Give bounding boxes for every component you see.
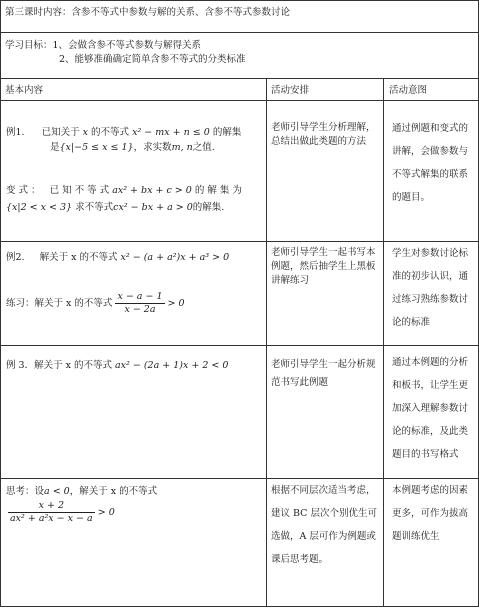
- think-text: ，解关于 x 的不等式: [69, 486, 158, 497]
- practice-denominator: x − 2a: [124, 304, 156, 315]
- example-1-text-2: 的不等式: [91, 127, 130, 138]
- think-rhs: > 0: [97, 507, 115, 518]
- row-3-intent: 通过本例题的分析和板书，让学生更加深入理解参数讨论的标准，及此类题目的书写格式: [392, 357, 469, 460]
- row-1-activity: 老师引导学生分析理解，总结出做此类题的方法: [271, 122, 376, 147]
- variant-solution-set: {x|2 < x < 3}: [6, 202, 73, 213]
- example-3-label: 例 3．解关于 x 的不等式: [6, 360, 112, 371]
- variant-text: 已 知 不 等 式: [49, 185, 110, 196]
- learning-goal-2: 2、能够准确确定简单含参不等式的分类标准: [59, 54, 246, 65]
- example-3-inequality: ax² − (2a + 1)x + 2 < 0: [115, 360, 229, 371]
- row-4-activity: 根据不同层次适当考虑，建议 BC 层次个别优生可选做，A 层可作为例题或课后思考题。: [271, 485, 377, 565]
- example-1-text-6: 之值.: [192, 142, 215, 153]
- row-3-content: [6, 359, 228, 372]
- variant-inequality: ax² + bx + c > 0: [112, 185, 192, 196]
- learning-goal-1: 学习目标：1、会做含参不等式参数与解得关系: [5, 40, 202, 51]
- example-1-solution-set: {x|−5 ≤ x ≤ 1}: [59, 142, 134, 153]
- row-2-intent: 学生对参数讨论标准的初步认识，通过练习熟练参数讨论的标准: [392, 248, 469, 328]
- practice-rhs: > 0: [167, 298, 185, 309]
- think-fraction: [8, 500, 95, 525]
- think-denominator: ax² + a²x − x − a: [10, 513, 93, 524]
- example-1-text-4: 是: [50, 142, 60, 153]
- column-header-intent: 活动意图: [389, 85, 428, 96]
- example-2-label: 例2.: [6, 252, 25, 263]
- practice-label: 练习：解关于 x 的不等式: [6, 298, 113, 309]
- example-1-inequality: x² − mx + n ≤ 0: [132, 127, 210, 138]
- example-2-inequality: x² − (a + a²)x + a³ > 0: [120, 252, 230, 263]
- column-header-activity: 活动安排: [271, 85, 310, 96]
- practice-numerator: x − a − 1: [117, 291, 163, 302]
- example-1-text-5: ，求实数: [133, 142, 172, 153]
- example-1-var: x: [82, 127, 89, 138]
- example-2-text: 解关于 x 的不等式: [39, 252, 118, 263]
- row-3-activity: 老师引导学生一起分析规范书写此例题: [271, 359, 376, 388]
- column-header-content: 基本内容: [5, 85, 44, 96]
- think-numerator: x + 2: [8, 500, 95, 513]
- variant-text-2: 的 解 集 为: [194, 185, 242, 196]
- variant-inequality-2: cx² − bx + a > 0: [113, 202, 193, 213]
- row-4-intent: 本例题考虑的因素更多，可作为拔高题训练优生: [392, 485, 469, 542]
- example-1-label: 例1.: [6, 127, 25, 138]
- think-condition: a < 0: [44, 486, 70, 497]
- example-1-unknowns: m, n: [171, 142, 193, 153]
- practice-fraction: [115, 291, 164, 316]
- example-1-text: 已知关于: [41, 127, 80, 138]
- row-1-intent: 通过例题和变式的讲解，会做参数与不等式解集的联系的题目。: [392, 123, 469, 203]
- row-2-activity: 老师引导学生一起书写本例题，然后抽学生上黑板讲解练习: [271, 247, 376, 286]
- variant-label: 变 式 ：: [6, 185, 41, 196]
- example-1-text-3: 的解集: [212, 127, 242, 138]
- think-label: 思考：设: [6, 486, 45, 497]
- variant-text-3: 求不等式: [75, 202, 114, 213]
- variant-text-4: 的解集.: [192, 202, 225, 213]
- lesson-title: 第三课时内容：含参不等式中参数与解的关系、含参不等式参数讨论: [5, 7, 291, 18]
